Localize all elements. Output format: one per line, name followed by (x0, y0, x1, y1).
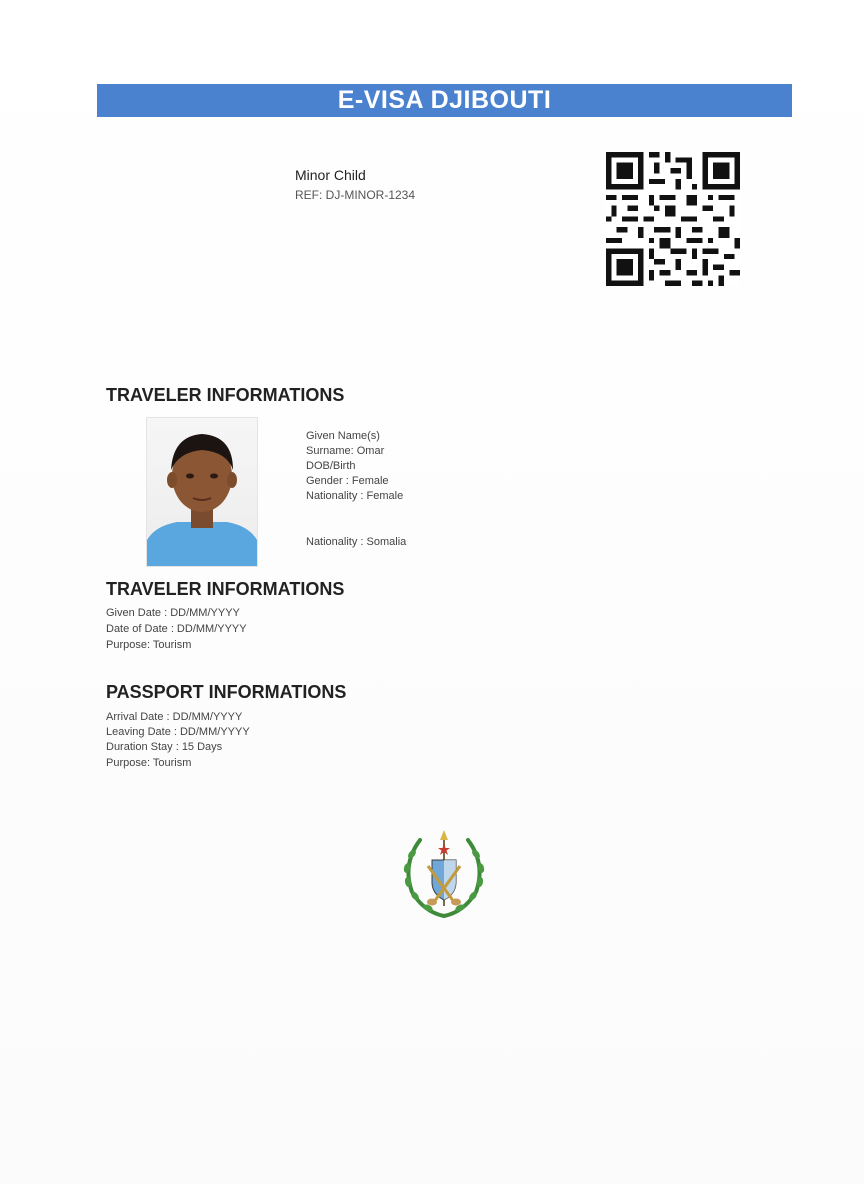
qr-code-icon (603, 152, 743, 286)
nationality-field: Nationality : Somalia (306, 536, 407, 548)
given-names-field: Given Name(s) (306, 430, 380, 442)
date-of-birth-field: DOB/Birth (306, 460, 356, 472)
given-date-field: Given Date : DD/MM/YYYY (106, 607, 240, 619)
leaving-date-field: Leaving Date : DD/MM/YYYY (106, 726, 250, 738)
reference-number: REF: DJ-MINOR-1234 (295, 188, 416, 202)
arrival-date-field: Arrival Date : DD/MM/YYYY (106, 711, 243, 723)
gender-field: Gender : Female (306, 475, 389, 487)
djibouti-emblem (398, 826, 490, 922)
travel-section-heading: TRAVELER INFORMATIONS (106, 579, 345, 599)
surname-field: Surname: Omar (306, 445, 385, 457)
purpose-field: Purpose: Tourism (106, 639, 192, 651)
nationality-line-field: Nationality : Female (306, 490, 404, 502)
traveler-section-heading: TRAVELER INFORMATIONS (106, 385, 345, 405)
passport-purpose-field: Purpose: Tourism (106, 757, 192, 769)
document-title: E-VISA DJIBOUTI (97, 84, 792, 117)
traveler-photo (146, 417, 258, 567)
holder-name: Minor Child (295, 167, 366, 183)
passport-section-heading: PASSPORT INFORMATIONS (106, 682, 347, 702)
date-of-date-field: Date of Date : DD/MM/YYYY (106, 623, 247, 635)
duration-field: Duration Stay : 15 Days (106, 741, 223, 753)
